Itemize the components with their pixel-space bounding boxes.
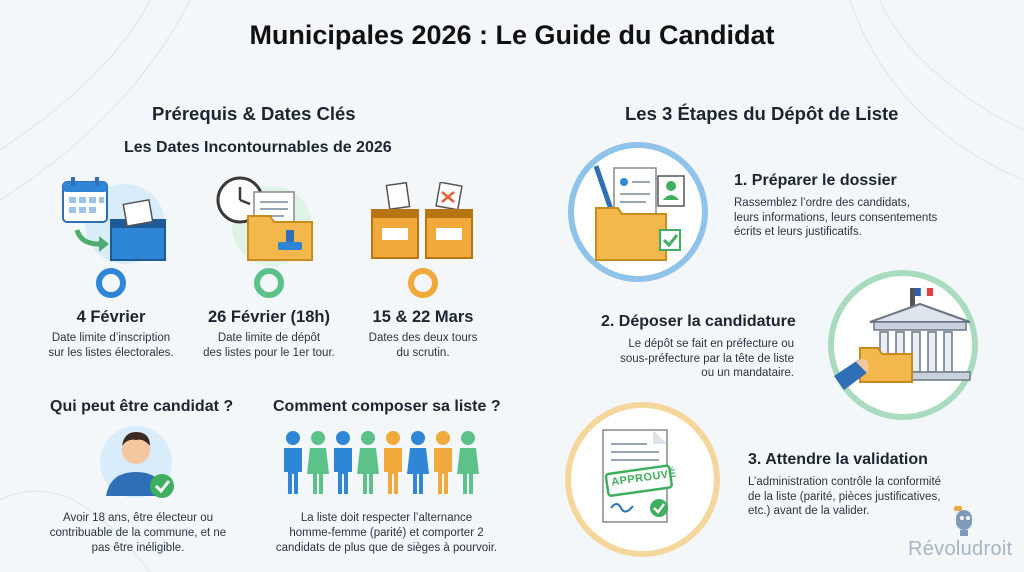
check-icon xyxy=(150,474,174,498)
page-title: Municipales 2026 : Le Guide du Candidat xyxy=(249,20,775,50)
logo-text: Révoludroit xyxy=(908,538,1013,560)
date-marker-ring xyxy=(408,268,438,298)
person-figure xyxy=(434,431,452,494)
date-marker-ring xyxy=(254,268,284,298)
date-description: Date limite d’inscription sur les listes électorales. xyxy=(48,332,174,359)
ballot-box-icon xyxy=(368,182,478,267)
person-figure xyxy=(384,431,402,494)
candidate-illustration xyxy=(100,422,180,502)
step-1-title: 1. Préparer le dossier xyxy=(734,172,897,189)
date-description: Dates des deux tours du scrutin. xyxy=(368,332,478,359)
person-figure xyxy=(307,431,329,494)
step-2-text: Le dépôt se fait en préfecture ou sous-préfecture par la tête de liste ou un mandataire. xyxy=(620,338,794,379)
date-label: 15 & 22 Mars xyxy=(372,308,474,326)
step-2-title: 2. Déposer la candidature xyxy=(601,313,796,330)
step-1-illustration xyxy=(568,142,708,282)
date-label: 4 Février xyxy=(76,308,146,326)
step-3-title: 3. Attendre la validation xyxy=(748,451,928,468)
step-2-illustration xyxy=(828,270,978,420)
dates-title: Les Dates Incontournables de 2026 xyxy=(124,139,392,156)
person-figure xyxy=(457,431,479,494)
step-3-text: L’administration contrôle la conformité de la liste (parité, pièces justificatives, etc.) avant de la valider. xyxy=(748,476,942,517)
list-illustration xyxy=(281,428,491,498)
date-illustration-deposit xyxy=(212,172,322,267)
calendar-icon xyxy=(55,172,175,267)
robot-mascot-icon xyxy=(950,506,980,538)
step-1-text: Rassemblez l’ordre des candidats, leurs informations, leurs consentements écrits et leurs justificatifs. xyxy=(734,197,938,238)
folder-icon xyxy=(574,148,702,276)
date-illustration-rounds xyxy=(368,182,478,267)
step-3-illustration xyxy=(565,402,720,557)
date-illustration-registration xyxy=(55,172,175,267)
person-figure xyxy=(284,431,302,494)
person-figure xyxy=(357,431,379,494)
date-label: 26 Février (18h) xyxy=(208,308,330,326)
date-marker-ring xyxy=(96,268,126,298)
clock-icon xyxy=(212,172,322,267)
list-text: La liste doit respecter l’alternance homme-femme (parité) et comporter 2 candidats de plus que de sièges à pourvoir. xyxy=(275,512,498,554)
person-figure xyxy=(334,431,352,494)
prefecture-building-icon xyxy=(834,276,972,414)
left-section-title: Prérequis & Dates Clés xyxy=(152,103,356,124)
list-title: Comment composer sa liste ? xyxy=(273,398,501,415)
logo xyxy=(908,506,1020,568)
right-section-title: Les 3 Étapes du Dépôt de Liste xyxy=(625,103,899,124)
stamp-label: APPROUVÉ xyxy=(610,467,678,489)
people-group-icon xyxy=(281,428,491,498)
candidate-text: Avoir 18 ans, être électeur ou contribuable de la commune, et ne pas être inéligible. xyxy=(49,512,227,554)
candidate-title: Qui peut être candidat ? xyxy=(50,398,234,415)
date-description: Date limite de dépôt des listes pour le 1er tour. xyxy=(203,332,335,359)
user-icon xyxy=(100,422,180,502)
person-figure xyxy=(407,431,429,494)
